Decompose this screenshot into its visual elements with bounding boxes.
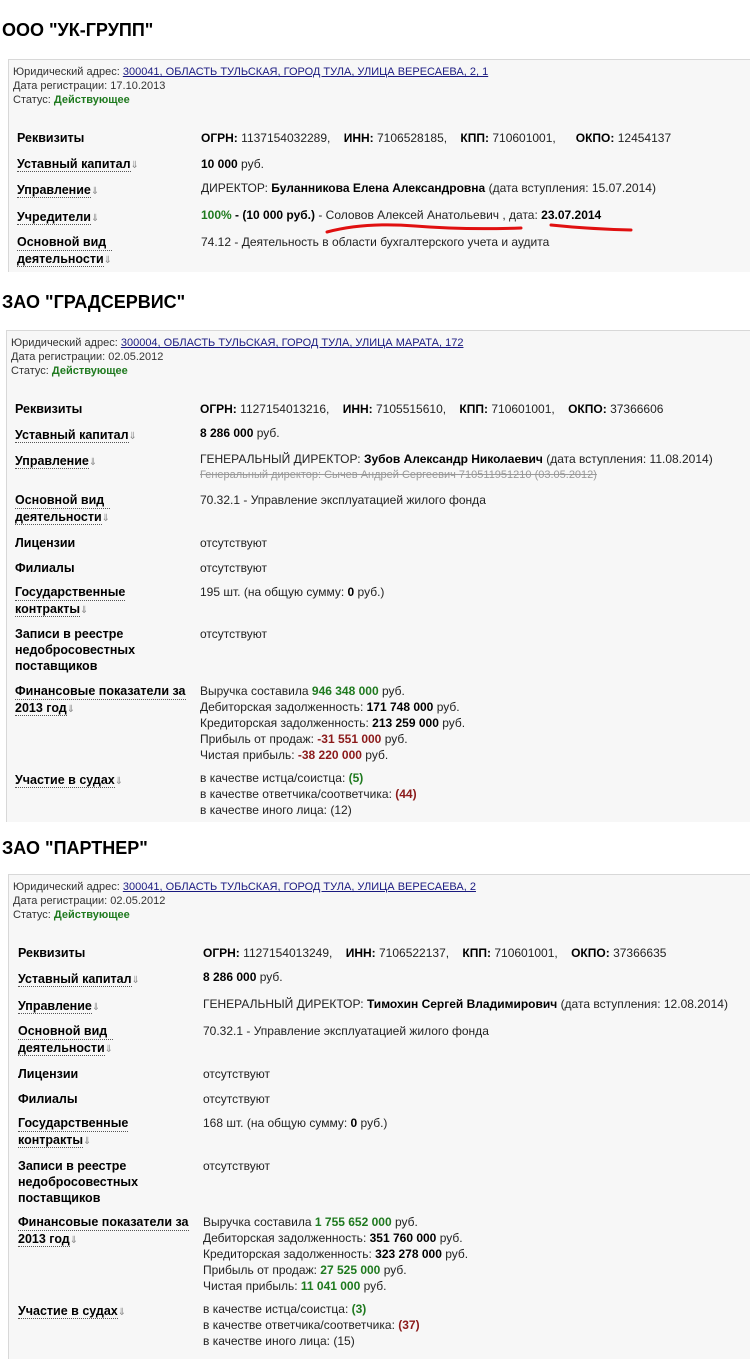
- status-badge: Действующее: [53, 94, 130, 106]
- company-meta: Юридический адрес: 300041, ОБЛАСТЬ ТУЛЬСКАЯ, ГОРОД ТУЛА, УЛИЦА ВЕРЕСАЕВА, 2 Дата регистрации: 02.05.2012 Статус: Действующее: [13, 881, 476, 921]
- branches-value: отсутствуют: [200, 561, 267, 575]
- founders-label[interactable]: Учредители⇓: [17, 210, 100, 224]
- expand-arrow-icon: ⇓: [131, 975, 140, 986]
- unfair-suppliers-label: Записи в реестре недобросовестных поставщиков: [15, 627, 136, 673]
- courts-value: в качестве истца/соистца: (5) в качестве ответчика/соответчика: (44) в качестве иного лица: (12): [200, 771, 417, 817]
- mgmt-value: ДИРЕКТОР: Буланникова Елена Александровна (дата вступления: 15.07.2014): [201, 181, 656, 195]
- address-link[interactable]: 300004, ОБЛАСТЬ ТУЛЬСКАЯ, ГОРОД ТУЛА, УЛИЦА МАРАТА, 172: [120, 337, 464, 349]
- mgmt-value: ГЕНЕРАЛЬНЫЙ ДИРЕКТОР: Тимохин Сергей Владимирович (дата вступления: 12.08.2014): [203, 997, 728, 1011]
- licenses-value: отсутствуют: [200, 536, 267, 550]
- contracts-label[interactable]: Государственные контракты⇓: [18, 1116, 129, 1147]
- company-card: [8, 59, 750, 272]
- courts-label[interactable]: Участие в судах⇓: [18, 1304, 127, 1318]
- rekv-label: Реквизиты: [18, 946, 86, 960]
- expand-arrow-icon: ⇓: [128, 431, 137, 442]
- expand-arrow-icon: ⇓: [80, 605, 89, 616]
- company-title: ЗАО "ПАРТНЕР": [2, 838, 148, 858]
- activity-label[interactable]: Основной вид деятельности⇓: [15, 493, 111, 524]
- contracts-value: 195 шт. (на общую сумму: 0 руб.): [200, 585, 385, 599]
- company-partner: [0, 822, 750, 1359]
- activity-value: 70.32.1 - Управление эксплуатацией жилого фонда: [200, 493, 486, 507]
- capital-label[interactable]: Уставный капитал⇓: [15, 428, 137, 442]
- founders-value: 100% - (10 000 руб.) - Соловов Алексей Анатольевич , дата: 23.07.2014: [201, 208, 602, 222]
- capital-label[interactable]: Уставный капитал⇓: [17, 157, 139, 171]
- address-link[interactable]: 300041, ОБЛАСТЬ ТУЛЬСКАЯ, ГОРОД ТУЛА, УЛИЦА ВЕРЕСАЕВА, 2: [122, 881, 476, 893]
- expand-arrow-icon: ⇓: [69, 1235, 79, 1246]
- company-card: [8, 874, 750, 1359]
- expand-arrow-icon: ⇓: [91, 1002, 101, 1013]
- company-meta: Юридический адрес: 300041, ОБЛАСТЬ ТУЛЬСКАЯ, ГОРОД ТУЛА, УЛИЦА ВЕРЕСАЕВА, 2, 1 Дата регистрации: 17.10.2013 Статус: Действующее: [13, 66, 489, 106]
- expand-arrow-icon: ⇓: [117, 1307, 127, 1318]
- capital-label[interactable]: Уставный капитал⇓: [18, 972, 140, 986]
- contracts-value: 168 шт. (на общую сумму: 0 руб.): [203, 1116, 388, 1130]
- mgmt-label[interactable]: Управление⇓: [18, 999, 101, 1013]
- mgmt-label[interactable]: Управление⇓: [17, 183, 100, 197]
- expand-arrow-icon: ⇓: [66, 704, 76, 715]
- expand-arrow-icon: ⇓: [90, 186, 100, 197]
- activity-label[interactable]: Основной вид деятельности⇓: [18, 1024, 114, 1055]
- rekv-label: Реквизиты: [17, 131, 85, 145]
- financials-label[interactable]: Финансовые показатели за 2013 год⇓: [15, 684, 186, 715]
- rekv-value: ОГРН: 1127154013216, ИНН: 7105515610, КПП: 710601001, ОКПО: 37366606: [200, 402, 664, 416]
- financials-value: Выручка составила 946 348 000 руб. Дебиторская задолженность: 171 748 000 руб. Кредиторская задолженность: 213 259 000 руб. Прибыль от продаж: -31 551 000 руб. Чистая прибыль: -38 220 000 руб.: [200, 684, 466, 762]
- expand-arrow-icon: ⇓: [103, 255, 113, 266]
- licenses-label: Лицензии: [18, 1067, 79, 1081]
- expand-arrow-icon: ⇓: [83, 1136, 92, 1147]
- licenses-label: Лицензии: [15, 536, 76, 550]
- branches-value: отсутствуют: [203, 1092, 270, 1106]
- status-badge: Действующее: [53, 909, 130, 921]
- company-title: ЗАО "ГРАДСЕРВИС": [2, 292, 186, 312]
- status-badge: Действующее: [51, 365, 128, 377]
- expand-arrow-icon: ⇓: [104, 1044, 114, 1055]
- unfair-suppliers-value: отсутствуют: [203, 1159, 270, 1173]
- expand-arrow-icon: ⇓: [88, 457, 98, 468]
- rekv-value: ОГРН: 1137154032289, ИНН: 7106528185, КПП: 710601001, ОКПО: 12454137: [201, 131, 672, 145]
- financials-value: Выручка составила 1 755 652 000 руб. Дебиторская задолженность: 351 760 000 руб. Кредиторская задолженность: 323 278 000 руб. Прибыль от продаж: 27 525 000 руб. Чистая прибыль: 11 041 000 руб.: [203, 1215, 469, 1293]
- company-title: ООО "УК-ГРУПП": [2, 20, 154, 40]
- company-card: [6, 330, 750, 822]
- expand-arrow-icon: ⇓: [101, 513, 111, 524]
- courts-label[interactable]: Участие в судах⇓: [15, 773, 124, 787]
- expand-arrow-icon: ⇓: [114, 776, 124, 787]
- company-gradservis: [0, 272, 750, 822]
- capital-value: 10 000 руб.: [201, 157, 264, 171]
- unfair-suppliers-label: Записи в реестре недобросовестных поставщиков: [18, 1159, 139, 1205]
- mgmt-value: ГЕНЕРАЛЬНЫЙ ДИРЕКТОР: Зубов Александр Николаевич (дата вступления: 11.08.2014) Генеральный директор: Сычев Андрей Сергеевич 710511951210 (03.05.2012): [200, 452, 713, 481]
- company-uk-grupp: [0, 0, 750, 272]
- activity-value: 74.12 - Деятельность в области бухгалтерского учета и аудита: [201, 235, 550, 249]
- licenses-value: отсутствуют: [203, 1067, 270, 1081]
- address-link[interactable]: 300041, ОБЛАСТЬ ТУЛЬСКАЯ, ГОРОД ТУЛА, УЛИЦА ВЕРЕСАЕВА, 2, 1: [122, 66, 489, 78]
- expand-arrow-icon: ⇓: [90, 213, 100, 224]
- courts-value: в качестве истца/соистца: (3) в качестве ответчика/соответчика: (37) в качестве иного лица: (15): [203, 1302, 420, 1348]
- handwritten-underline-date: [549, 220, 633, 234]
- reg-date: 17.10.2013: [110, 80, 166, 92]
- reg-date: 02.05.2012: [108, 351, 164, 363]
- mgmt-label[interactable]: Управление⇓: [15, 454, 98, 468]
- capital-value: 8 286 000 руб.: [200, 426, 280, 440]
- activity-value: 70.32.1 - Управление эксплуатацией жилого фонда: [203, 1024, 489, 1038]
- company-meta: Юридический адрес: 300004, ОБЛАСТЬ ТУЛЬСКАЯ, ГОРОД ТУЛА, УЛИЦА МАРАТА, 172 Дата регистрации: 02.05.2012 Статус: Действующее: [11, 337, 464, 377]
- expand-arrow-icon: ⇓: [130, 160, 139, 171]
- rekv-value: ОГРН: 1127154013249, ИНН: 7106522137, КПП: 710601001, ОКПО: 37366635: [203, 946, 667, 960]
- previous-director: Генеральный директор: Сычев Андрей Сергеевич 710511951210 (03.05.2012): [200, 469, 597, 481]
- reg-date: 02.05.2012: [110, 895, 166, 907]
- unfair-suppliers-value: отсутствуют: [200, 627, 267, 641]
- capital-value: 8 286 000 руб.: [203, 970, 283, 984]
- contracts-label[interactable]: Государственные контракты⇓: [15, 585, 126, 616]
- activity-label[interactable]: Основной вид деятельности⇓: [17, 235, 113, 266]
- branches-label: Филиалы: [15, 561, 75, 575]
- rekv-label: Реквизиты: [15, 402, 83, 416]
- branches-label: Филиалы: [18, 1092, 78, 1106]
- financials-label[interactable]: Финансовые показатели за 2013 год⇓: [18, 1215, 189, 1246]
